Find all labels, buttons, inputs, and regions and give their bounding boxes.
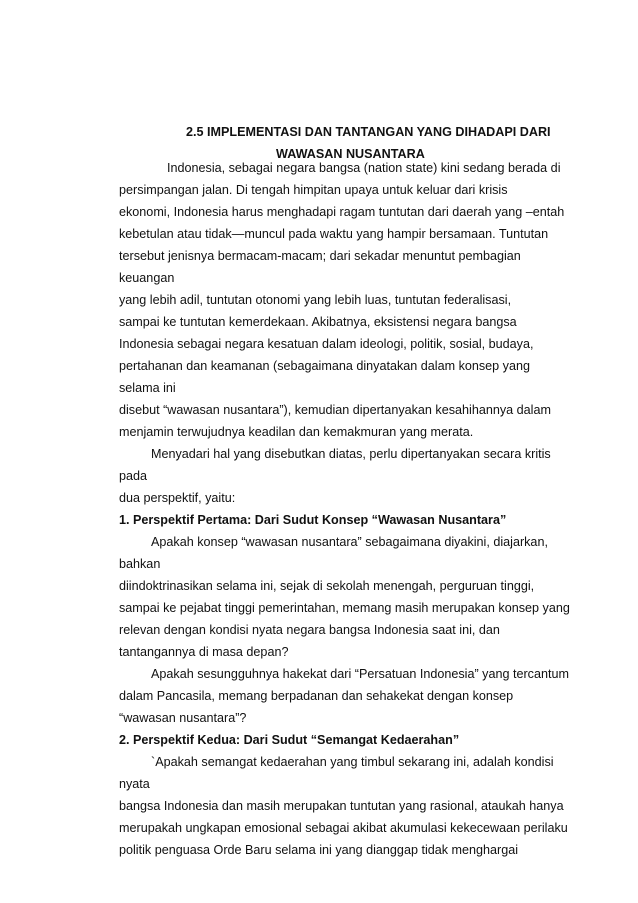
perspective-2-heading: 2. Perspektif Kedua: Dari Sudut “Semangat Kedaerahan” (119, 733, 460, 747)
paragraph-line: kebetulan atau tidak—muncul pada waktu yang hampir bersamaan. Tuntutan (119, 227, 549, 241)
paragraph-line: pada (119, 469, 148, 483)
section-title-line-2: WAWASAN NUSANTARA (276, 147, 425, 161)
paragraph-line: sampai ke pejabat tinggi pemerintahan, memang masih merupakan konsep yang (119, 601, 570, 615)
paragraph-line: menjamin terwujudnya keadilan dan kemakmuran yang merata. (119, 425, 474, 439)
perspective-1-heading: 1. Perspektif Pertama: Dari Sudut Konsep “Wawasan Nusantara” (119, 513, 507, 527)
paragraph-line: sampai ke tuntutan kemerdekaan. Akibatnya, eksistensi negara bangsa (119, 315, 517, 329)
paragraph-line: disebut “wawasan nusantara”), kemudian dipertanyakan kesahihannya dalam (119, 403, 551, 417)
paragraph-line: nyata (119, 777, 150, 791)
paragraph-line: persimpangan jalan. Di tengah himpitan upaya untuk keluar dari krisis (119, 183, 508, 197)
paragraph-line: bangsa Indonesia dan masih merupakan tuntutan yang rasional, ataukah hanya (119, 799, 564, 813)
paragraph-line: “wawasan nusantara”? (119, 711, 247, 725)
paragraph-line: relevan dengan kondisi nyata negara bangsa Indonesia saat ini, dan (119, 623, 500, 637)
paragraph-line: ekonomi, Indonesia harus menghadapi ragam tuntutan dari daerah yang –entah (119, 205, 565, 219)
paragraph-line: keuangan (119, 271, 175, 285)
section-title-line-1: 2.5 IMPLEMENTASI DAN TANTANGAN YANG DIHADAPI DARI (186, 125, 551, 139)
paragraph-line: yang lebih adil, tuntutan otonomi yang lebih luas, tuntutan federalisasi, (119, 293, 512, 307)
paragraph-line: dua perspektif, yaitu: (119, 491, 236, 505)
paragraph-line: diindoktrinasikan selama ini, sejak di sekolah menengah, perguruan tinggi, (119, 579, 535, 593)
paragraph-line: tantangannya di masa depan? (119, 645, 289, 659)
paragraph-line: selama ini (119, 381, 176, 395)
paragraph-line: tersebut jenisnya bermacam-macam; dari sekadar menuntut pembagian (119, 249, 521, 263)
paragraph-line: merupakah ungkapan emosional sebagai akibat akumulasi kekecewaan perilaku (119, 821, 568, 835)
paragraph-line: politik penguasa Orde Baru selama ini yang dianggap tidak menghargai (119, 843, 519, 857)
paragraph-line: Apakah konsep “wawasan nusantara” sebagaimana diyakini, diajarkan, (151, 535, 548, 549)
paragraph-line: pertahanan dan keamanan (sebagaimana dinyatakan dalam konsep yang (119, 359, 530, 373)
paragraph-line: dalam Pancasila, memang berpadanan dan sehakekat dengan konsep (119, 689, 514, 703)
paragraph-line: bahkan (119, 557, 161, 571)
paragraph-line: Menyadari hal yang disebutkan diatas, perlu dipertanyakan secara kritis (151, 447, 551, 461)
paragraph-line: Indonesia sebagai negara kesatuan dalam ideologi, politik, sosial, budaya, (119, 337, 534, 351)
paragraph-line: `Apakah semangat kedaerahan yang timbul sekarang ini, adalah kondisi (151, 755, 554, 769)
paragraph-line: Apakah sesungguhnya hakekat dari “Persatuan Indonesia” yang tercantum (151, 667, 569, 681)
paragraph-line: Indonesia, sebagai negara bangsa (nation state) kini sedang berada di (167, 161, 561, 175)
